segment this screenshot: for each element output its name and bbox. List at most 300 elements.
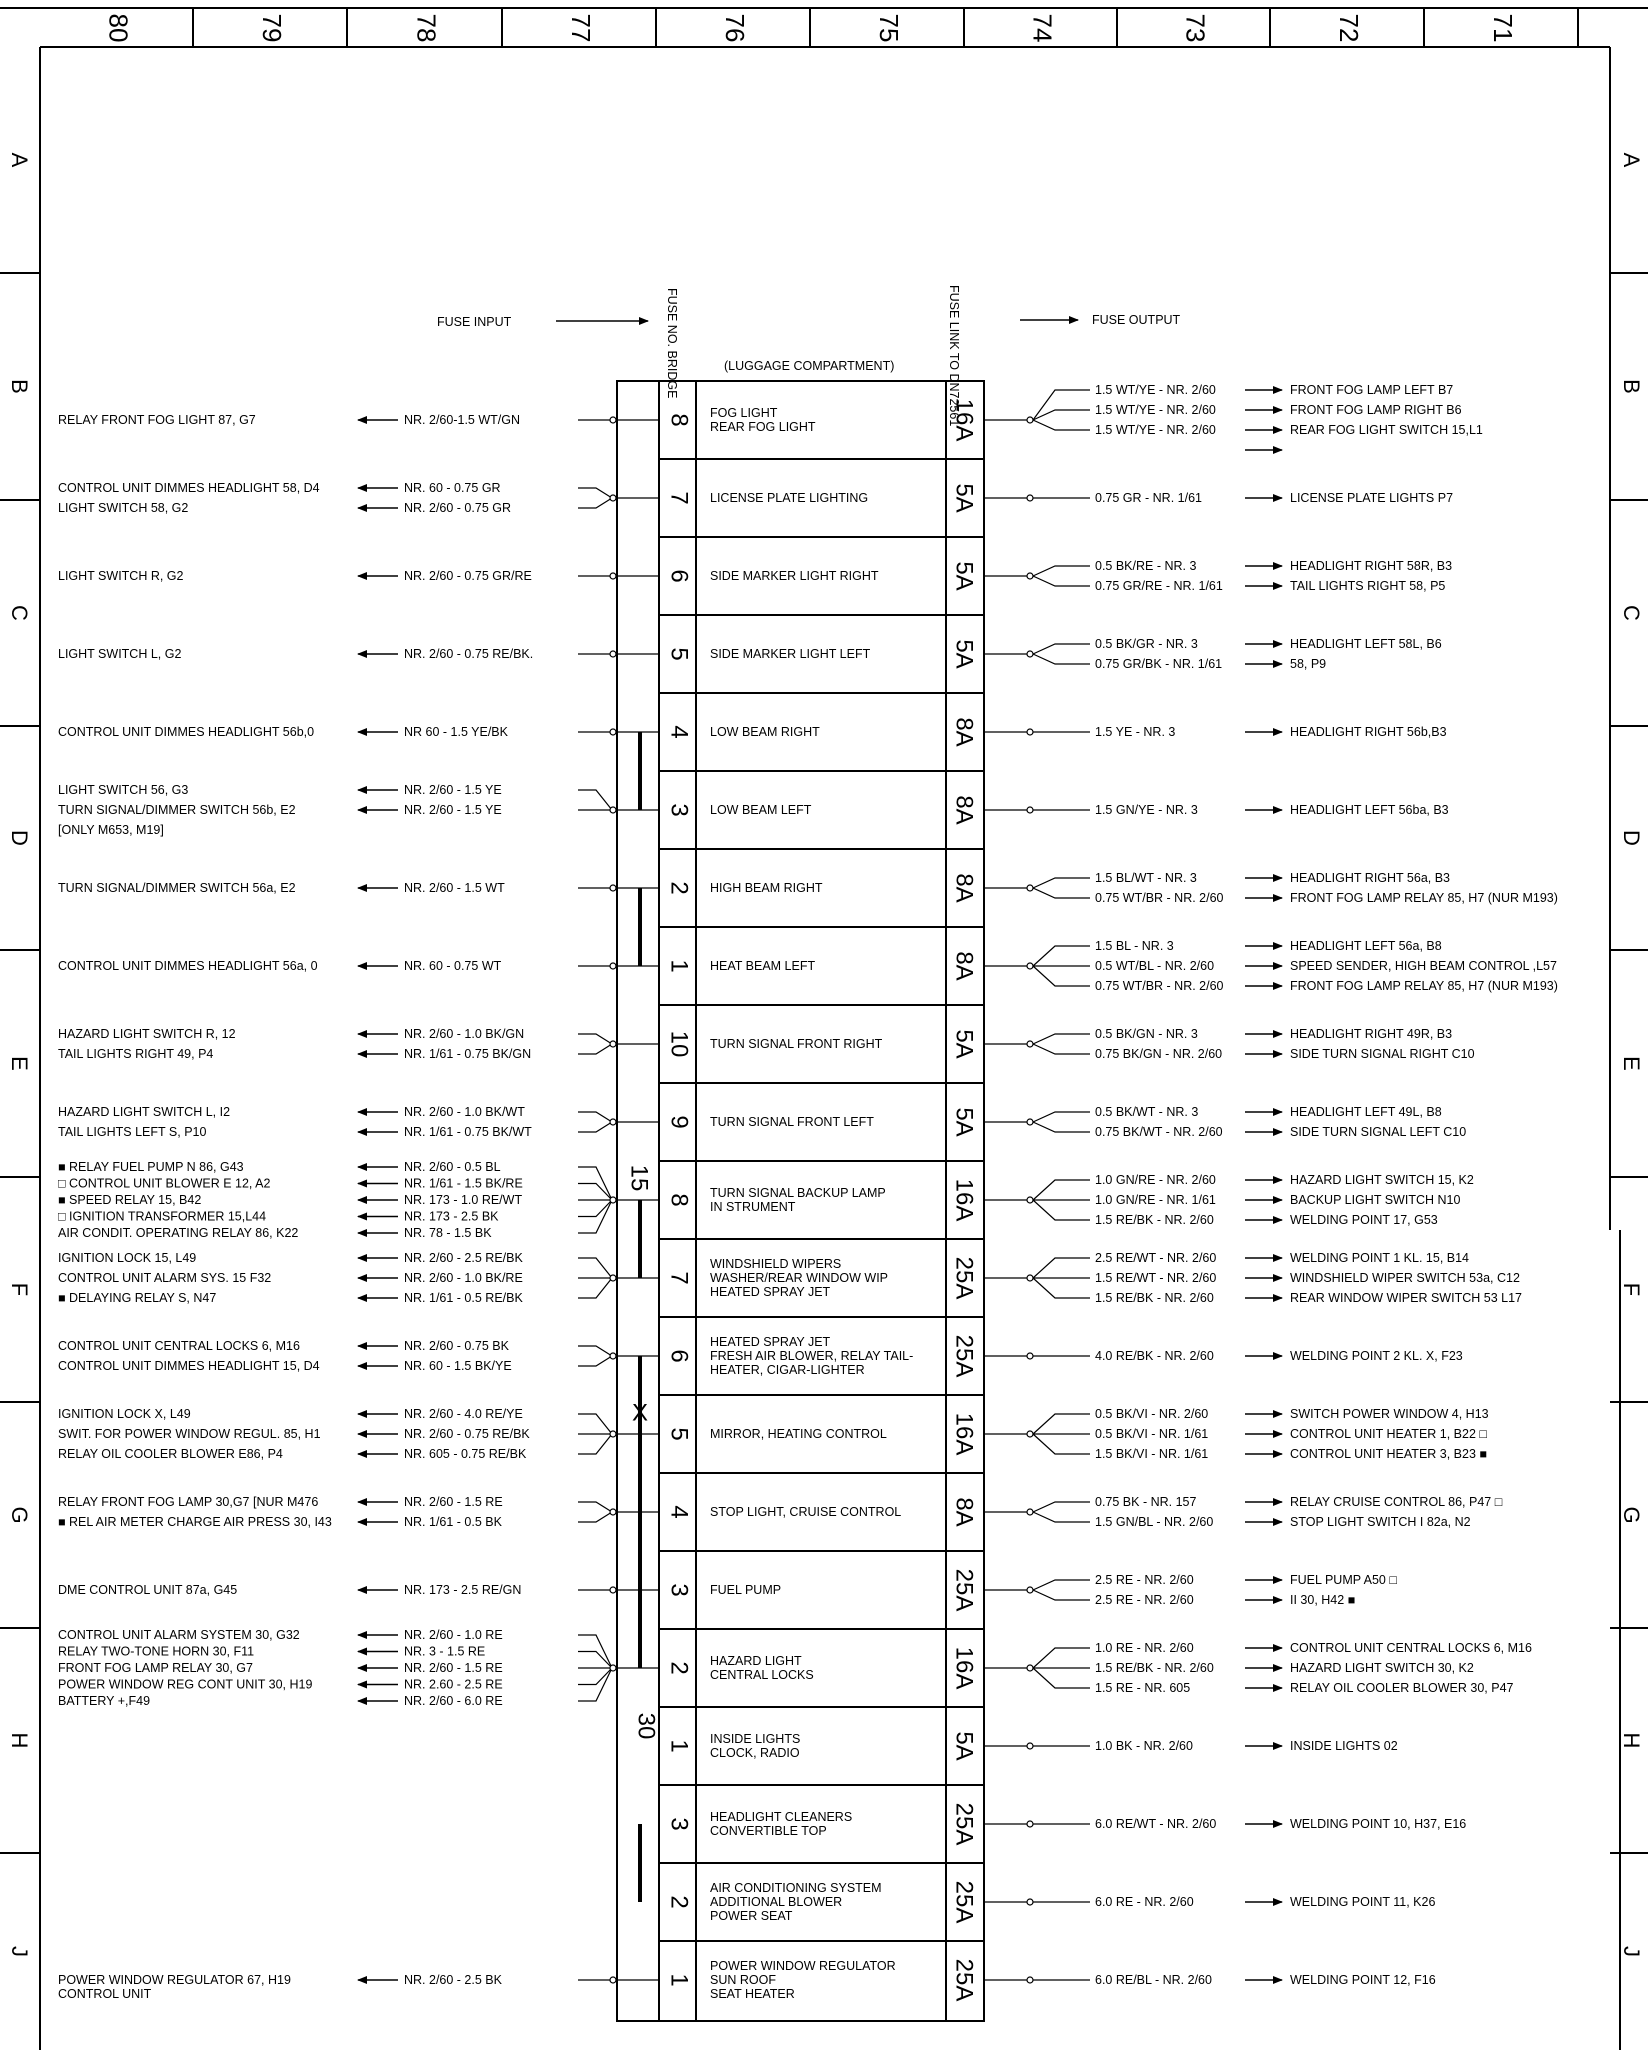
input-source: □ IGNITION TRANSFORMER 15,L44 [58, 1209, 267, 1224]
output-wire: 1.0 RE - NR. 2/60 [1095, 1641, 1194, 1655]
input-wire: NR. 173 - 2.5 BK [404, 1209, 499, 1224]
input-terminal [610, 885, 616, 891]
input-terminal [610, 1977, 616, 1983]
output-wire: 0.5 BK/VI - NR. 1/61 [1095, 1427, 1209, 1441]
fuse-name: TURN SIGNAL BACKUP LAMP [710, 1186, 886, 1200]
luggage-compartment-label: (LUGGAGE COMPARTMENT) [724, 359, 895, 373]
fuse-name: HAZARD LIGHT [710, 1654, 802, 1668]
fuse-row [58, 1005, 1475, 1061]
fuse-number: 3 [665, 803, 693, 817]
input-wire: NR. 173 - 1.0 RE/WT [404, 1193, 523, 1207]
input-source: AIR CONDIT. OPERATING RELAY 86, K22 [58, 1226, 299, 1240]
fuse-row [58, 771, 1449, 837]
fuse-name: POWER SEAT [710, 1909, 793, 1923]
input-wire: NR. 2/60 - 2.5 RE/BK [404, 1251, 523, 1265]
output-destination: WELDING POINT 11, K26 [1290, 1895, 1436, 1909]
input-wire: NR. 2/60 - 0.75 RE/BK [404, 1427, 530, 1441]
output-destination: CONTROL UNIT CENTRAL LOCKS 6, M16 [1290, 1641, 1532, 1655]
input-source: ■ SPEED RELAY 15, B42 [58, 1193, 202, 1207]
input-wire: NR. 2/60 - 6.0 RE [404, 1694, 503, 1708]
fuse-row [659, 1707, 1398, 1761]
fuse-amperage: 16A [950, 1412, 978, 1456]
input-source: TURN SIGNAL/DIMMER SWITCH 56b, E2 [58, 803, 296, 817]
input-source: IGNITION LOCK X, L49 [58, 1407, 191, 1421]
output-destination: FRONT FOG LAMP LEFT B7 [1290, 383, 1454, 397]
input-wire: NR. 2/60 - 1.0 BK/RE [404, 1271, 523, 1285]
fuse-name: ADDITIONAL BLOWER [710, 1895, 843, 1909]
input-wire: NR. 1/61 - 0.75 BK/WT [404, 1125, 532, 1139]
fuse-amperage: 5A [950, 1731, 978, 1761]
output-wire: 1.5 BK/VI - NR. 1/61 [1095, 1447, 1209, 1461]
output-destination: HEADLIGHT RIGHT 58R, B3 [1290, 559, 1453, 573]
fuse-row [58, 1083, 1466, 1139]
output-destination: SWITCH POWER WINDOW 4, H13 [1290, 1407, 1489, 1421]
output-terminal [1027, 1899, 1033, 1905]
input-lead [578, 790, 612, 810]
output-wire: 2.5 RE - NR. 2/60 [1095, 1593, 1194, 1607]
fuse-name: MIRROR, HEATING CONTROL [710, 1427, 887, 1441]
input-lead [578, 1346, 612, 1356]
input-wire: NR. 2/60 - 4.0 RE/YE [404, 1407, 523, 1421]
input-wire: NR. 173 - 2.5 RE/GN [404, 1583, 522, 1597]
row-label-left: A [7, 152, 33, 168]
output-destination: HAZARD LIGHT SWITCH 15, K2 [1290, 1173, 1474, 1187]
fuse-number: 6 [665, 569, 693, 583]
fuse-row [58, 615, 1442, 671]
fuse-name: HEATED SPRAY JET [710, 1335, 831, 1349]
output-destination: RELAY OIL COOLER BLOWER 30, P47 [1290, 1681, 1514, 1695]
row-label-left: G [7, 1506, 33, 1524]
input-wire: NR. 2/60 - 1.5 RE [404, 1661, 503, 1675]
fuse-number: 5 [665, 1427, 693, 1441]
output-terminal [1027, 1041, 1033, 1047]
output-terminal [1027, 1119, 1033, 1125]
input-wire: NR. 2/60 - 1.0 BK/WT [404, 1105, 525, 1119]
output-lead [1033, 1112, 1090, 1122]
fuse-row [58, 849, 1558, 905]
fuse-name: TURN SIGNAL FRONT LEFT [710, 1115, 874, 1129]
output-wire: 0.75 BK/WT - NR. 2/60 [1095, 1125, 1223, 1139]
row-label-left: C [7, 605, 33, 621]
input-source: CONTROL UNIT DIMMES HEADLIGHT 56b,0 [58, 725, 315, 739]
column-ruler [104, 8, 1578, 47]
input-terminal [610, 1119, 616, 1125]
output-terminal [1027, 495, 1033, 501]
input-terminal [610, 417, 616, 423]
input-terminal [610, 495, 616, 501]
output-wire: 2.5 RE - NR. 2/60 [1095, 1573, 1194, 1587]
fuse-number: 4 [665, 725, 693, 739]
output-destination: BACKUP LIGHT SWITCH N10 [1290, 1193, 1461, 1207]
input-wire: NR. 2/60 - 0.75 GR [404, 501, 511, 515]
output-wire: 6.0 RE - NR. 2/60 [1095, 1895, 1194, 1909]
output-terminal [1027, 1509, 1033, 1515]
fuse-number: 6 [665, 1349, 693, 1363]
input-wire: NR. 2/60 - 1.5 RE [404, 1495, 503, 1509]
output-terminal [1027, 1821, 1033, 1827]
input-wire: NR. 2/60 - 0.75 BK [404, 1339, 509, 1353]
output-lead [1033, 420, 1090, 430]
bus-label-x: X [631, 1399, 649, 1427]
output-destination: HEADLIGHT LEFT 56a, B8 [1290, 939, 1442, 953]
output-destination: FRONT FOG LAMP RELAY 85, H7 (NUR M193) [1290, 891, 1558, 905]
fuse-name: TURN SIGNAL FRONT RIGHT [710, 1037, 883, 1051]
input-lead [578, 1200, 612, 1217]
input-source: HAZARD LIGHT SWITCH R, 12 [58, 1027, 236, 1041]
output-wire: 0.75 BK - NR. 157 [1095, 1495, 1197, 1509]
row-label-right: G [1619, 1506, 1645, 1524]
fuse-number: 3 [665, 1817, 693, 1831]
output-wire: 1.5 BL/WT - NR. 3 [1095, 871, 1197, 885]
output-wire: 1.0 GN/RE - NR. 2/60 [1095, 1173, 1216, 1187]
input-source: FRONT FOG LAMP RELAY 30, G7 [58, 1661, 253, 1675]
input-terminal [610, 1587, 616, 1593]
input-lead [578, 488, 612, 498]
row-label-right: D [1619, 830, 1645, 846]
input-lead [578, 1122, 612, 1132]
row-label-left: B [7, 379, 33, 394]
input-terminal [610, 1509, 616, 1515]
fuse-amperage: 5A [950, 639, 978, 669]
input-lead [578, 498, 612, 508]
fuse-name: IN STRUMENT [710, 1200, 796, 1214]
fuse-name: SUN ROOF [710, 1973, 776, 1987]
output-wire: 1.5 BL - NR. 3 [1095, 939, 1174, 953]
input-source: CONTROL UNIT [58, 1987, 152, 2001]
fuse-output-label: FUSE OUTPUT [1092, 313, 1181, 327]
fuse-number: 2 [665, 1895, 693, 1909]
input-wire: NR. 2/60 - 0.75 GR/RE [404, 569, 532, 583]
output-destination: HEADLIGHT LEFT 58L, B6 [1290, 637, 1442, 651]
column-label: 77 [566, 13, 597, 43]
fuse-name: WASHER/REAR WINDOW WIP [710, 1271, 889, 1285]
input-source: DME CONTROL UNIT 87a, G45 [58, 1583, 238, 1597]
fuse-name: HEAT BEAM LEFT [710, 959, 816, 973]
input-terminal [610, 1431, 616, 1437]
fuse-name: SEAT HEATER [710, 1987, 795, 2001]
input-lead [578, 1414, 612, 1434]
column-label: 74 [1027, 13, 1058, 43]
fuse-row [58, 1395, 1489, 1461]
output-terminal [1027, 807, 1033, 813]
column-label: 79 [257, 13, 288, 43]
row-label-right: C [1619, 605, 1645, 621]
output-terminal [1027, 1431, 1033, 1437]
fuse-number: 4 [665, 1505, 693, 1519]
input-terminal [610, 1041, 616, 1047]
output-wire: 0.75 GR/BK - NR. 1/61 [1095, 657, 1223, 671]
row-label-right: H [1619, 1732, 1645, 1749]
input-wire: NR 60 - 1.5 YE/BK [404, 725, 508, 739]
fuse-name: STOP LIGHT, CRUISE CONTROL [710, 1505, 902, 1519]
input-wire: NR. 60 - 0.75 WT [404, 959, 502, 973]
column-label: 75 [874, 13, 905, 43]
output-lead [1033, 966, 1090, 986]
input-lead [578, 1668, 612, 1685]
fuse-number: 10 [665, 1030, 693, 1058]
fuse-link-label: FUSE LINK TO DN72561 [947, 285, 961, 427]
fuse-amperage: 5A [950, 1029, 978, 1059]
output-lead [1033, 1512, 1090, 1522]
output-wire: 1.5 GN/BL - NR. 2/60 [1095, 1515, 1214, 1529]
input-source: RELAY TWO-TONE HORN 30, F11 [58, 1644, 255, 1659]
column-label: 73 [1180, 13, 1211, 43]
input-source: ■ RELAY FUEL PUMP N 86, G43 [58, 1160, 244, 1174]
output-lead [1033, 410, 1090, 420]
output-destination: HEADLIGHT RIGHT 56b,B3 [1290, 725, 1447, 739]
fuse-amperage: 25A [950, 1802, 978, 1846]
input-source: SWIT. FOR POWER WINDOW REGUL. 85, H1 [58, 1427, 321, 1441]
fuse-amperage: 8A [950, 717, 978, 747]
input-source: RELAY FRONT FOG LAMP 30,G7 [NUR M476 [58, 1495, 319, 1509]
fuse-row [58, 693, 1447, 747]
output-destination: II 30, H42 ■ [1290, 1593, 1356, 1607]
fuse-name: HIGH BEAM RIGHT [710, 881, 823, 895]
fuse-input-label: FUSE INPUT [437, 315, 512, 329]
output-wire: 0.5 BK/GR - NR. 3 [1095, 637, 1198, 651]
output-wire: 1.5 RE/WT - NR. 2/60 [1095, 1271, 1217, 1285]
row-label-left: D [7, 830, 33, 846]
fuse-number: 8 [665, 1193, 693, 1207]
output-lead [1033, 1180, 1090, 1200]
row-label-left: E [7, 1056, 33, 1071]
input-wire: NR. 1/61 - 0.5 RE/BK [404, 1291, 523, 1305]
output-destination: WELDING POINT 12, F16 [1290, 1973, 1436, 1987]
input-source: RELAY OIL COOLER BLOWER E86, P4 [58, 1447, 283, 1461]
fuse-name: AIR CONDITIONING SYSTEM [710, 1881, 882, 1895]
output-lead [1033, 1044, 1090, 1054]
input-source: BATTERY +,F49 [58, 1694, 151, 1708]
fuse-row [58, 1317, 1463, 1377]
input-source: TAIL LIGHTS RIGHT 49, P4 [58, 1047, 214, 1061]
output-lead [1033, 1648, 1090, 1668]
output-lead [1033, 1034, 1090, 1044]
fuse-number: 2 [665, 1661, 693, 1675]
input-wire: NR. 2/60 - 1.0 RE [404, 1628, 503, 1642]
input-source: IGNITION LOCK 15, L49 [58, 1251, 197, 1265]
output-lead [1033, 576, 1090, 586]
input-lead [578, 1044, 612, 1054]
fuse-name: LICENSE PLATE LIGHTING [710, 491, 869, 505]
output-wire: 4.0 RE/BK - NR. 2/60 [1095, 1349, 1214, 1363]
input-lead [578, 1112, 612, 1122]
output-lead [1033, 1668, 1090, 1688]
row-label-right: B [1619, 379, 1645, 394]
output-lead [1033, 1580, 1090, 1590]
output-wire: 1.5 WT/YE - NR. 2/60 [1095, 383, 1216, 397]
input-source: CONTROL UNIT DIMMES HEADLIGHT 15, D4 [58, 1359, 320, 1373]
output-wire: 1.5 RE/BK - NR. 2/60 [1095, 1213, 1214, 1227]
input-wire: NR. 2/60 - 2.5 BK [404, 1973, 502, 1987]
input-source: TAIL LIGHTS LEFT S, P10 [58, 1125, 207, 1139]
output-destination: WELDING POINT 1 KL. 15, B14 [1290, 1251, 1470, 1265]
column-label: 80 [103, 13, 134, 43]
fuse-amperage: 25A [950, 1334, 978, 1378]
row-label-right: F [1619, 1282, 1645, 1297]
output-destination: CONTROL UNIT HEATER 1, B22 □ [1290, 1427, 1487, 1441]
input-terminal [610, 651, 616, 657]
output-wire: 0.5 BK/RE - NR. 3 [1095, 559, 1197, 573]
fuse-name: POWER WINDOW REGULATOR [710, 1959, 896, 1973]
fuse-name: REAR FOG LIGHT [710, 420, 816, 434]
output-wire: 0.5 BK/WT - NR. 3 [1095, 1105, 1199, 1119]
fuse-number: 3 [665, 1583, 693, 1597]
output-destination: REAR FOG LIGHT SWITCH 15,L1 [1290, 423, 1483, 437]
input-wire: NR. 1/61 - 0.75 BK/GN [404, 1047, 532, 1061]
fuse-amperage: 8A [950, 1497, 978, 1527]
output-destination: CONTROL UNIT HEATER 3, B23 ■ [1290, 1447, 1487, 1461]
output-wire: 0.5 BK/GN - NR. 3 [1095, 1027, 1198, 1041]
input-wire: NR. 2/60 - 0.75 RE/BK. [404, 647, 534, 661]
output-lead [1033, 1502, 1090, 1512]
output-terminal [1027, 1743, 1033, 1749]
fuse-amperage: 25A [950, 1568, 978, 1612]
fuse-name: FOG LIGHT [710, 406, 778, 420]
output-wire: 1.5 WT/YE - NR. 2/60 [1095, 423, 1216, 437]
input-lead [578, 1258, 612, 1278]
fuse-no-bridge-label: FUSE NO. BRIDGE [665, 288, 679, 399]
input-wire: NR. 1/61 - 0.5 BK [404, 1515, 502, 1529]
output-destination: REAR WINDOW WIPER SWITCH 53 L17 [1290, 1291, 1522, 1305]
fuse-amperage: 25A [950, 1880, 978, 1924]
input-wire: NR. 2/60 - 1.5 WT [404, 881, 505, 895]
input-source: LIGHT SWITCH 58, G2 [58, 501, 189, 515]
input-lead [578, 1502, 612, 1512]
fuse-amperage: 8A [950, 795, 978, 825]
output-terminal [1027, 1197, 1033, 1203]
fuse-name: FUEL PUMP [710, 1583, 782, 1597]
fuse-amperage: 8A [950, 873, 978, 903]
output-wire: 2.5 RE/WT - NR. 2/60 [1095, 1251, 1217, 1265]
fuse-name: CONVERTIBLE TOP [710, 1824, 827, 1838]
column-label: 76 [720, 13, 751, 43]
output-destination: INSIDE LIGHTS 02 [1290, 1739, 1398, 1753]
input-wire: NR. 3 - 1.5 RE [404, 1644, 486, 1659]
fuse-number: 9 [665, 1115, 693, 1129]
bus-label-30: 30 [632, 1712, 660, 1740]
column-label: 71 [1488, 13, 1519, 43]
input-wire: NR. 605 - 0.75 RE/BK [404, 1447, 527, 1461]
input-source: POWER WINDOW REG CONT UNIT 30, H19 [58, 1677, 313, 1692]
row-label-right: J [1619, 1946, 1645, 1957]
output-wire: 0.5 WT/BL - NR. 2/60 [1095, 959, 1215, 973]
output-terminal [1027, 1977, 1033, 1983]
input-source: CONTROL UNIT DIMMES HEADLIGHT 58, D4 [58, 481, 320, 495]
fuse-amperage: 16A [950, 398, 978, 442]
output-terminal [1027, 417, 1033, 423]
fuse-name: FRESH AIR BLOWER, RELAY TAIL- [710, 1349, 914, 1363]
input-source: □ CONTROL UNIT BLOWER E 12, A2 [58, 1176, 271, 1191]
fuse-amperage: 5A [950, 561, 978, 591]
fuse-amperage: 5A [950, 1107, 978, 1137]
input-source: TURN SIGNAL/DIMMER SWITCH 56a, E2 [58, 881, 296, 895]
fuse-number: 7 [665, 1271, 693, 1285]
output-destination: FRONT FOG LAMP RIGHT B6 [1290, 403, 1462, 417]
output-wire: 1.5 RE/BK - NR. 2/60 [1095, 1661, 1214, 1675]
output-wire: 1.5 RE - NR. 605 [1095, 1681, 1191, 1695]
output-destination: HEADLIGHT LEFT 49L, B8 [1290, 1105, 1442, 1119]
output-destination: WELDING POINT 10, H37, E16 [1290, 1817, 1467, 1831]
fuse-row [58, 927, 1558, 993]
input-lead [578, 1034, 612, 1044]
input-terminal [610, 1665, 616, 1671]
fuse-name: CENTRAL LOCKS [710, 1668, 814, 1682]
fuse-row [58, 1239, 1522, 1305]
fuse-number: 1 [665, 959, 693, 973]
fuse-amperage: 16A [950, 1646, 978, 1690]
output-lead [1033, 644, 1090, 654]
output-destination: SIDE TURN SIGNAL RIGHT C10 [1290, 1047, 1475, 1061]
output-wire: 1.0 BK - NR. 2/60 [1095, 1739, 1193, 1753]
output-wire: 0.5 BK/VI - NR. 2/60 [1095, 1407, 1209, 1421]
output-terminal [1027, 885, 1033, 891]
output-wire: 1.5 GN/YE - NR. 3 [1095, 803, 1198, 817]
fuse-amperage: 25A [950, 1256, 978, 1300]
fuse-name: HEATED SPRAY JET [710, 1285, 831, 1299]
output-destination: STOP LIGHT SWITCH I 82a, N2 [1290, 1515, 1471, 1529]
input-terminal [610, 807, 616, 813]
fuse-number: 1 [665, 1973, 693, 1987]
input-source: ■ REL AIR METER CHARGE AIR PRESS 30, I43 [58, 1515, 332, 1529]
input-terminal [610, 1197, 616, 1203]
input-wire: NR. 2/60 - 1.0 BK/GN [404, 1027, 525, 1041]
output-destination: SPEED SENDER, HIGH BEAM CONTROL ,L57 [1290, 959, 1557, 973]
column-label: 72 [1334, 13, 1365, 43]
fuse-number: 1 [665, 1739, 693, 1753]
row-label-left: J [7, 1946, 33, 1957]
input-wire: NR. 2.60 - 2.5 RE [404, 1677, 503, 1692]
row-label-right: E [1619, 1056, 1645, 1071]
input-source: LIGHT SWITCH L, G2 [58, 647, 182, 661]
output-wire: 1.5 WT/YE - NR. 2/60 [1095, 403, 1216, 417]
row-label-left: H [7, 1732, 33, 1749]
output-terminal [1027, 1587, 1033, 1593]
output-destination: RELAY CRUISE CONTROL 86, P47 □ [1290, 1495, 1503, 1509]
output-wire: 0.75 WT/BR - NR. 2/60 [1095, 891, 1224, 905]
input-terminal [610, 1353, 616, 1359]
fuse-name: SIDE MARKER LIGHT RIGHT [710, 569, 879, 583]
input-source: ■ DELAYING RELAY S, N47 [58, 1291, 217, 1305]
input-wire: NR. 2/60 - 1.5 YE [404, 783, 502, 797]
output-wire: 0.75 GR/RE - NR. 1/61 [1095, 579, 1223, 593]
output-destination: FRONT FOG LAMP RELAY 85, H7 (NUR M193) [1290, 979, 1558, 993]
output-destination: WINDSHIELD WIPER SWITCH 53a, C12 [1290, 1271, 1520, 1285]
output-destination: HEADLIGHT RIGHT 49R, B3 [1290, 1027, 1453, 1041]
fuse-row [659, 1863, 1435, 1923]
output-wire: 1.0 GN/RE - NR. 1/61 [1095, 1193, 1216, 1207]
input-terminal [610, 963, 616, 969]
output-terminal [1027, 963, 1033, 969]
input-wire: NR. 60 - 1.5 BK/YE [404, 1359, 512, 1373]
fuse-row [58, 1551, 1397, 1611]
output-lead [1033, 1122, 1090, 1132]
fuse-row [659, 1785, 1466, 1845]
fuse-number: 5 [665, 647, 693, 661]
output-lead [1033, 1590, 1090, 1600]
output-lead [1033, 1434, 1090, 1454]
input-source: LIGHT SWITCH 56, G3 [58, 783, 189, 797]
output-lead [1033, 878, 1090, 888]
input-lead [578, 1512, 612, 1522]
output-destination: LICENSE PLATE LIGHTS P7 [1290, 491, 1454, 505]
fuse-name: SIDE MARKER LIGHT LEFT [710, 647, 871, 661]
output-destination: FUEL PUMP A50 □ [1290, 1573, 1397, 1587]
output-terminal [1027, 651, 1033, 657]
fuse-rows [58, 383, 1558, 2001]
input-source: CONTROL UNIT DIMMES HEADLIGHT 56a, 0 [58, 959, 318, 973]
column-label: 78 [411, 13, 442, 43]
fuse-row [58, 459, 1453, 515]
